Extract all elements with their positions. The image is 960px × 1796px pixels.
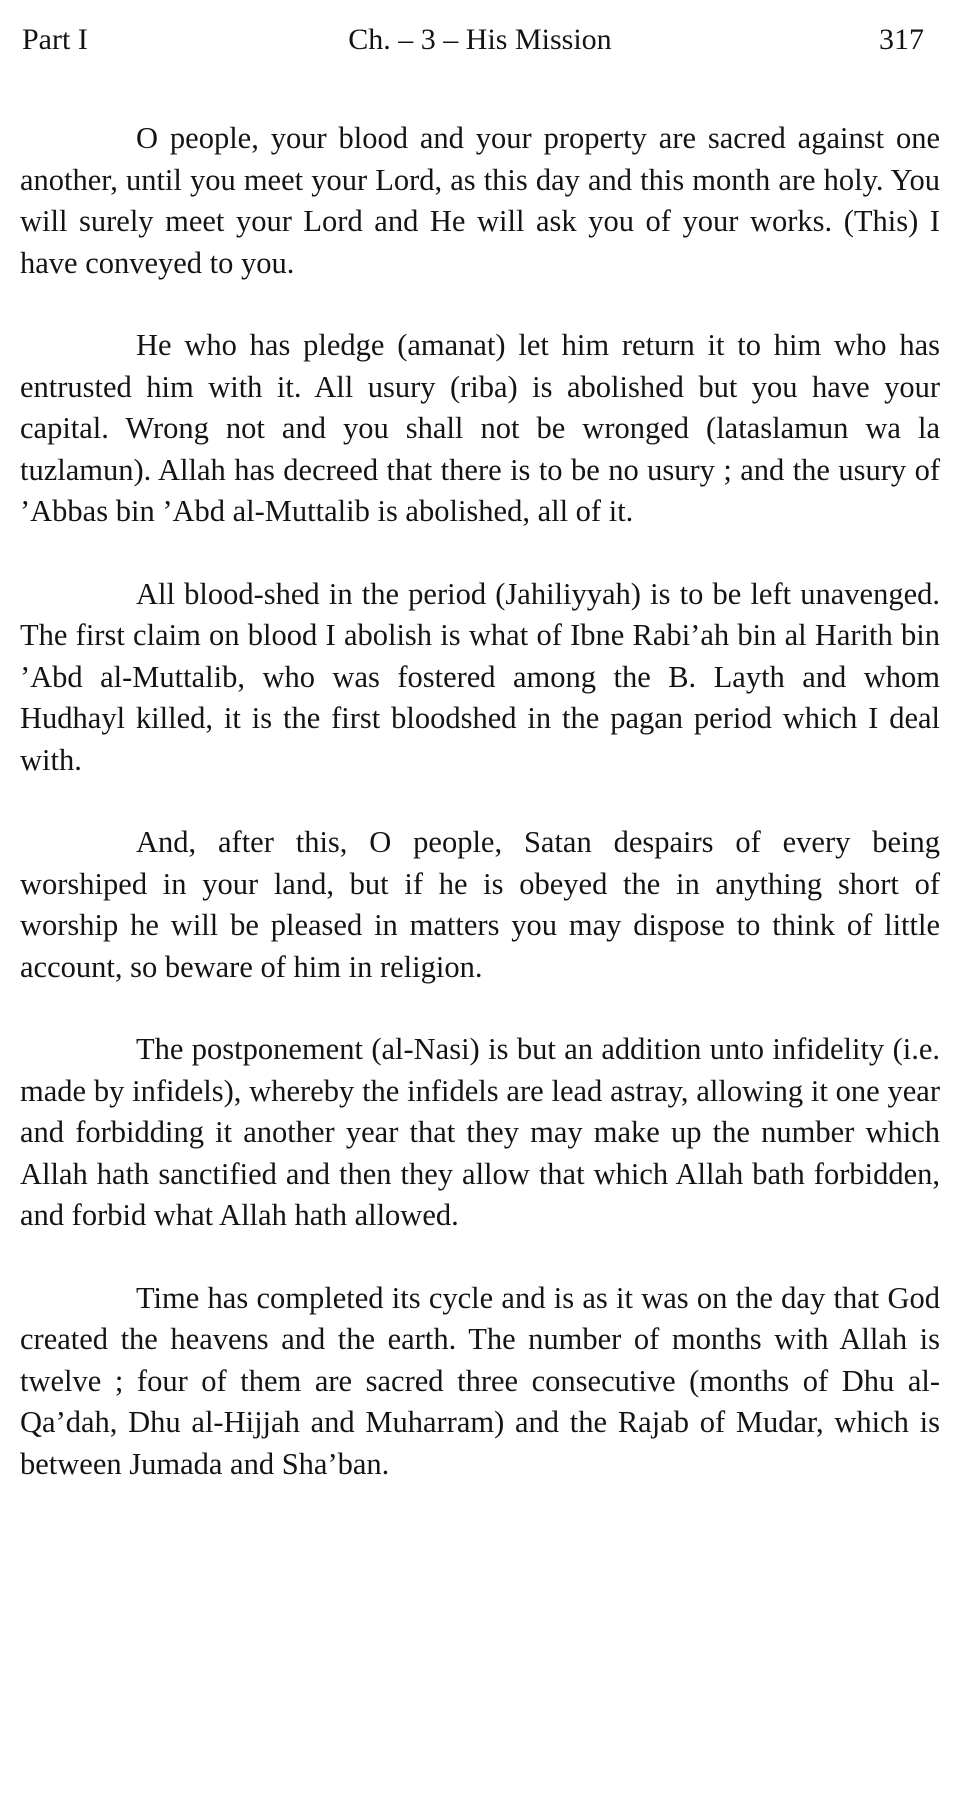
paragraph-3: All blood-shed in the period (Jahiliyyah) is to be left unavenged. The first claim on blood I abolish is what of Ibne Rabi’ah bin al Harith bin ’Abd al-Muttalib, who was fostered among the B. Layth and whom Hudhayl killed, it is the first bloodshed in the pagan period which I deal with. — [20, 576, 940, 777]
paragraph-6: Time has completed its cycle and is as it was on the day that God created the heavens and the earth. The number of months with Allah is twelve ; four of them are sacred three consecutive (months of Dhu al-Qa’dah, Dhu al-Hijjah and Muharram) and the Rajab of Mudar, which is between Jumada and Sha’ban. — [20, 1280, 940, 1481]
body-text — [20, 118, 940, 1526]
paragraph-1: O people, your blood and your property are sacred against one another, until you meet your Lord, as this day and this month are holy. You will surely meet your Lord and He will ask you of your works. (This) I have conveyed to you. — [20, 121, 940, 280]
paragraph-4: And, after this, O people, Satan despairs of every being worshiped in your land, but if he is obeyed the in anything short of worship he will be pleased in matters you may dispose to think of little account, so beware of him in religion. — [20, 825, 940, 984]
paragraph-5: The postponement (al-Nasi) is but an addition unto infidelity (i.e. made by infidels), whereby the infidels are lead astray, allowing it one year and forbidding it another year that they may make up the number which Allah hath sanctified and then they allow that which Allah bath forbidden, and forbid what Allah hath allowed. — [20, 1032, 940, 1232]
page-number: 317 — [879, 23, 924, 56]
part-label: Part I — [22, 23, 88, 56]
chapter-title: Ch. – 3 – His Mission — [348, 23, 612, 56]
paragraph-2: He who has pledge (amanat) let him return it to him who has entrusted him with it. All usury (riba) is abolished but you have your capital. Wrong not and you shall not be wronged (lataslamun wa la tuzlamun). Allah has decreed that there is to be no usury ; and the usury of ’Abbas bin ’Abd al-Muttalib is abolished, all of it. — [20, 328, 940, 528]
running-header — [22, 18, 938, 62]
